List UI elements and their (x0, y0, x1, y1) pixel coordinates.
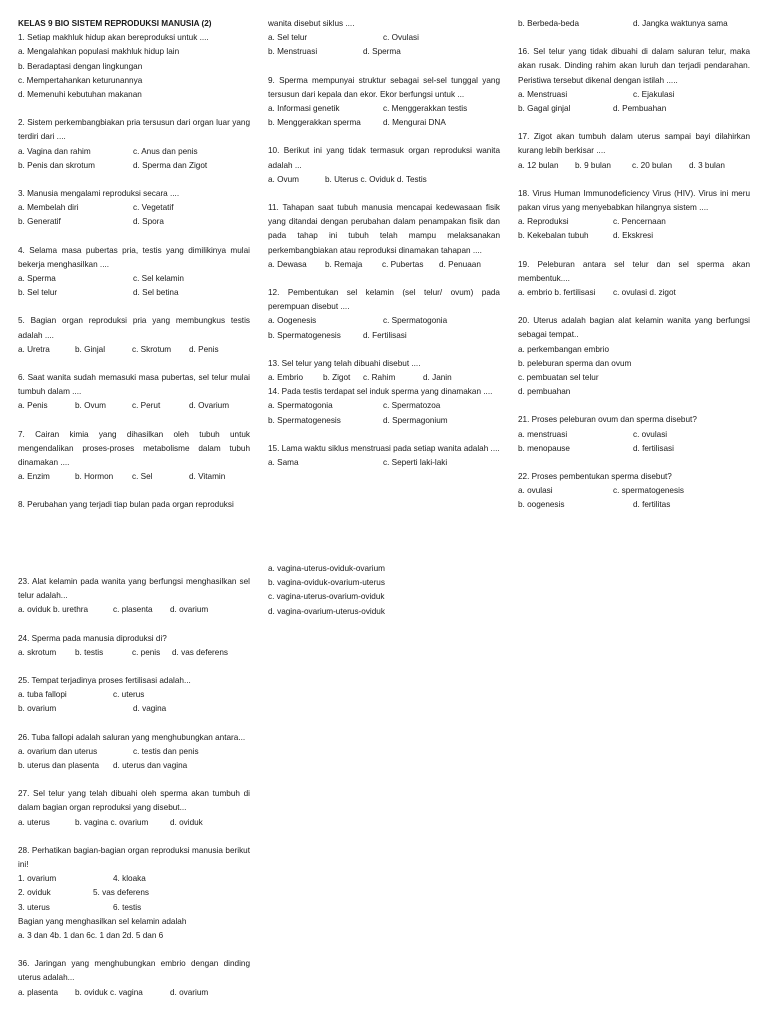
option-a: a. Ovum (268, 174, 299, 184)
option-c: c. pembuatan sel telur (518, 373, 599, 383)
question-17 (518, 130, 750, 173)
question-text: 17. Zigot akan tumbuh dalam uterus sampai bayi dilahirkan kurang lebih berkisar .... (518, 132, 750, 156)
option-c: c. Menggerakkan testis (383, 104, 468, 114)
options-bc: b. vagina c. ovarium (75, 817, 149, 827)
option-b: b. Beradaptasi dengan lingkungan (18, 61, 143, 71)
page-title: KELAS 9 BIO SISTEM REPRODUKSI MANUSIA (2) (18, 19, 212, 28)
option-b: b. Ginjal (75, 344, 106, 354)
option-c: c. Vegetatif (133, 203, 174, 213)
option-c: c. Seperti laki-laki (383, 458, 448, 468)
item-6: 6. testis (113, 902, 142, 912)
option-d: d. uterus dan vagina (113, 761, 188, 771)
question-22 (518, 470, 750, 513)
question-15 (268, 442, 500, 470)
option-a: a. ovarium dan uterus (18, 746, 98, 756)
option-c: c. Pencernaan (613, 217, 666, 227)
option-d: d. Sperma (363, 47, 401, 57)
item-1: 1. ovarium (18, 874, 57, 884)
option-c: c. vagina-uterus-ovarium-oviduk (268, 592, 385, 602)
question-5 (18, 314, 250, 357)
question-text: 21. Proses peleburan ovum dan sperma disebut? (518, 415, 697, 425)
option-a: a. perkembangan embrio (518, 344, 610, 354)
question-27 (18, 787, 250, 830)
option-c: c. Skrotum (132, 344, 172, 354)
option-b: b. 9 bulan (575, 160, 611, 170)
option-d: d. vas deferens (172, 647, 228, 657)
option-d: d. Sel betina (133, 288, 179, 298)
question-8-continued (268, 17, 500, 60)
question-text: 26. Tuba fallopi adalah saluran yang menghubungkan antara... (18, 732, 246, 742)
option-c: c. Mempertahankan keturunannya (18, 75, 143, 85)
option-a: a. skrotum (18, 647, 57, 657)
question-text: 10. Berikut ini yang tidak termasuk organ reproduksi wanita adalah ... (268, 146, 500, 170)
option-b: b. Hormon (75, 472, 114, 482)
option-b: b. Remaja (325, 259, 363, 269)
option-a: a. menstruasi (518, 429, 568, 439)
option-d: d. Jangka waktunya sama (633, 19, 728, 28)
question-24 (18, 632, 250, 660)
question-26 (18, 731, 250, 774)
option-b: b. menopause (518, 443, 570, 453)
question-text: 22. Proses pembentukan sperma disebut? (518, 472, 672, 482)
option-c: c. Anus dan penis (133, 146, 198, 156)
question-text: 24. Sperma pada manusia diproduksi di? (18, 633, 167, 643)
option-a: a. Spermatogonia (268, 401, 333, 411)
option-a: a. Vagina dan rahim (18, 146, 91, 156)
question-19 (518, 258, 750, 301)
question-text: 27. Sel telur yang telah dibuahi oleh sperma akan tumbuh di dalam bagian organ reproduksi yang disebut... (18, 789, 250, 813)
option-a: a. Dewasa (268, 259, 307, 269)
question-36 (18, 957, 250, 1000)
option-a: a. Sel telur (268, 33, 308, 43)
option-d: d. pembuahan (518, 387, 571, 397)
option-d: d. Pembuahan (613, 104, 667, 114)
option-d: d. Ovarium (189, 401, 230, 411)
option-a: a. Sama (268, 458, 299, 468)
question-21 (518, 413, 750, 456)
option-b: b. vagina-oviduk-ovarium-uterus (268, 578, 385, 588)
option-a: a. Uretra (18, 344, 50, 354)
question-text: 16. Sel telur yang tidak dibuahi di dalam saluran telur, maka akan rusak. Dinding rahim akan luruh dan terjadi pendarahan. Peristiwa tersebut dikenal dengan istilah ..... (518, 47, 750, 85)
question-text: 6. Saat wanita sudah memasuki masa pubertas, sel telur mulai tumbuh dalam .... (18, 373, 250, 397)
question-1 (18, 31, 250, 102)
option-a: a. 12 bulan (518, 160, 559, 170)
option-d: d. Penis (189, 344, 219, 354)
option-c: c. Perut (132, 401, 161, 411)
option-b: b. testis (75, 647, 104, 657)
question-text: 9. Sperma mempunyai struktur sebagai sel-sel tunggal yang tersusun dari kepala dan ekor. Ekor berfungsi untuk ... (268, 75, 500, 99)
question-13 (268, 357, 500, 385)
question-7 (18, 428, 250, 485)
question-11 (268, 201, 500, 272)
option-c: c. Spermatogonia (383, 316, 448, 326)
option-d: d. Spora (133, 217, 164, 227)
option-b: b. ovarium (18, 704, 57, 714)
question-text: 18. Virus Human Immunodeficiency Virus (HIV). Virus ini meru pakan virus yang menyebabkan hilangnya sistem .... (518, 188, 750, 213)
option-a: a. Embrio (268, 373, 304, 383)
item-5: 5. vas deferens (93, 888, 149, 898)
question-prompt: Bagian yang menghasilkan sel kelamin adalah (18, 916, 187, 926)
option-d: d. Vitamin (189, 472, 226, 482)
question-25 (18, 674, 250, 717)
option-b: b. Spermatogenesis (268, 415, 341, 425)
option-a: a. Enzim (18, 472, 50, 482)
item-4: 4. kloaka (113, 874, 146, 884)
option-b: b. Kekebalan tubuh (518, 231, 589, 241)
option-a: a. ovulasi (518, 486, 553, 496)
question-text: 3. Manusia mengalami reproduksi secara .... (18, 189, 180, 199)
option-a: a. Membelah diri (18, 203, 79, 213)
option-d: d. fertilisasi (633, 443, 674, 453)
option-b: b. Zigot (323, 373, 351, 383)
item-2: 2. oviduk (18, 888, 51, 898)
question-8 (18, 498, 250, 512)
option-d: d. Memenuhi kebutuhan makanan (18, 90, 142, 100)
option-a: a. Informasi genetik (268, 104, 340, 114)
option-d: d. vagina-ovarium-uterus-oviduk (268, 606, 385, 616)
option-a: a. Penis (18, 401, 48, 411)
option-c: c. penis (132, 647, 161, 657)
option-c: c. Ovulasi (383, 33, 419, 43)
question-text: 28. Perhatikan bagian-bagian organ reproduksi manusia berikut ini! (18, 845, 250, 870)
question-28 (18, 844, 250, 943)
question-20 (518, 314, 750, 399)
question-text: 4. Selama masa pubertas pria, testis yang dimilikinya mulai bekerja menghasilkan .... (18, 245, 250, 269)
question-9 (268, 74, 500, 131)
item-3: 3. uterus (18, 902, 50, 912)
option-b: b. uterus dan plasenta (18, 761, 100, 771)
option-c: c. Ejakulasi (633, 89, 675, 99)
options-ab: a. oviduk b. urethra (18, 605, 89, 615)
question-text: 13. Sel telur yang telah dibuahi disebut .... (268, 358, 421, 368)
option-b: b. Menggerakkan sperma (268, 118, 361, 128)
question-2 (18, 116, 250, 173)
option-b: b. Ovum (75, 401, 106, 411)
question-6 (18, 371, 250, 414)
option-b: b. peleburan sperma dan ovum (518, 358, 632, 368)
option-d: d. Ekskresi (613, 231, 654, 241)
option-a: a. Mengalahkan populasi makhluk hidup lain (18, 47, 180, 57)
options-bcd: b. Uterus c. Oviduk d. Testis (325, 174, 427, 184)
option-d: d. Spermagonium (383, 415, 448, 425)
question-14 (268, 385, 500, 428)
option-c: c. plasenta (113, 605, 153, 615)
option-c: c. uterus (113, 690, 145, 700)
option-c: c. 20 bulan (632, 160, 673, 170)
option-c: c. Sel (132, 472, 153, 482)
column-1 (18, 17, 250, 513)
question-text: 2. Sistem perkembangbiakan pria tersusun dari organ luar yang terdiri dari .... (18, 118, 250, 142)
question-15-continued (518, 17, 750, 31)
option-a: a. Sperma (18, 274, 56, 284)
question-3 (18, 187, 250, 230)
option-c: c. Pubertas (382, 259, 424, 269)
question-text: 19. Peleburan antara sel telur dan sel sperma akan membentuk.... (518, 259, 750, 283)
orphan-options (268, 562, 500, 619)
option-b: b. Sel telur (18, 288, 58, 298)
option-d: d. Fertilisasi (363, 330, 407, 340)
option-b: b. Berbeda-beda (518, 19, 579, 28)
option-d: d. Sperma dan Zigot (133, 160, 208, 170)
option-c: c. Rahim (363, 373, 396, 383)
question-4 (18, 244, 250, 301)
question-text: 11. Tahapan saat tubuh manusia mencapai kedewasaan fisik yang ditandai dengan perubahan dalam penampakan fisik dan pada tahap ini tubuh telah mampu melaksanakan perkembangbiakan atau reproduksi dinamakan tahapan .... (268, 203, 500, 255)
option-c: c. spermatogenesis (613, 486, 684, 496)
option-a: a. tuba fallopi (18, 690, 67, 700)
question-text: 7. Cairan kimia yang dihasilkan oleh tubuh untuk mengendalikan proses-proses metabolisme dalam tubuh dinamakan .... (18, 429, 250, 468)
option-c: c. Sel kelamin (133, 274, 184, 284)
question-text: 1. Setiap makhluk hidup akan bereproduksi untuk .... (18, 33, 209, 43)
option-b: b. Penis dan skrotum (18, 160, 95, 170)
question-text: 14. Pada testis terdapat sel induk sperma yang dinamakan .... (268, 387, 493, 397)
option-d: d. oviduk (170, 817, 203, 827)
option-c: c. ovulasi (633, 429, 668, 439)
option-a: a. plasenta (18, 987, 59, 997)
question-text: 20. Uterus adalah bagian alat kelamin wanita yang berfungsi sebagai tempat.. (518, 316, 750, 340)
options-ab: a. embrio b. fertilisasi (518, 288, 596, 298)
option-c: c. testis dan penis (133, 746, 199, 756)
question-16 (518, 45, 750, 116)
options-bc: b. oviduk c. vagina (75, 987, 143, 997)
option-b: b. Menstruasi (268, 47, 318, 57)
question-text: wanita disebut siklus .... (268, 19, 355, 28)
option-b: b. oogenesis (518, 500, 565, 510)
question-text: 8. Perubahan yang terjadi tiap bulan pada organ reproduksi (18, 500, 234, 510)
options-cd: c. ovulasi d. zigot (613, 288, 676, 298)
question-23 (18, 575, 250, 618)
question-text: 25. Tempat terjadinya proses fertilisasi adalah... (18, 676, 191, 686)
option-d: d. 3 bulan (689, 160, 725, 170)
column-2 (268, 17, 500, 470)
option-a: a. vagina-uterus-oviduk-ovarium (268, 564, 385, 573)
question-text: 12. Pembentukan sel kelamin (sel telur/ ovum) pada perempuan disebut .... (268, 288, 500, 312)
option-a: a. uterus (18, 817, 50, 827)
option-d: d. vagina (133, 704, 167, 714)
question-text: 15. Lama waktu siklus menstruasi pada setiap wanita adalah .... (268, 443, 500, 453)
option-d: d. Penuaan (439, 259, 481, 269)
options: a. 3 dan 4b. 1 dan 6c. 1 dan 2d. 5 dan 6 (18, 931, 164, 941)
option-a: a. Oogenesis (268, 316, 317, 326)
option-b: b. Spermatogenesis (268, 330, 341, 340)
option-b: b. Generatif (18, 217, 61, 227)
option-c: c. Spermatozoa (383, 401, 441, 411)
option-a: a. Reproduksi (518, 217, 569, 227)
question-text: 36. Jaringan yang menghubungkan embrio dengan dinding uterus adalah... (18, 959, 250, 983)
question-10 (268, 144, 500, 187)
column-3 (518, 17, 750, 513)
option-d: d. ovarium (170, 605, 209, 615)
option-d: d. Janin (423, 373, 452, 383)
question-18 (518, 187, 750, 244)
option-d: d. fertilitas (633, 500, 671, 510)
question-text: 23. Alat kelamin pada wanita yang berfungsi menghasilkan sel telur adalah... (18, 577, 250, 601)
option-b: b. Gagal ginjal (518, 104, 571, 114)
option-d: d. ovarium (170, 987, 209, 997)
column-1-bottom (18, 575, 250, 1000)
option-d: d. Mengurai DNA (383, 118, 446, 128)
question-12 (268, 286, 500, 343)
option-a: a. Menstruasi (518, 89, 568, 99)
question-text: 5. Bagian organ reproduksi pria yang membungkus testis adalah .... (18, 316, 250, 340)
